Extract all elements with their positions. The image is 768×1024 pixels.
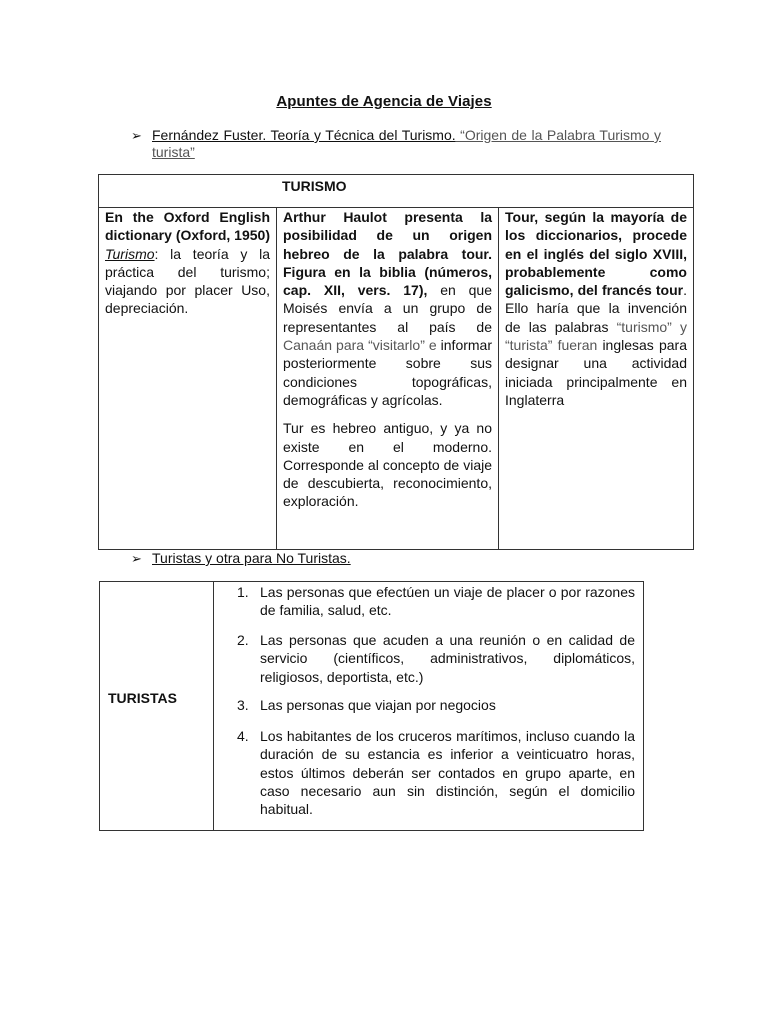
turistas-list: [214, 582, 643, 830]
turistas-label-cell: [100, 582, 214, 830]
arrow-bullet-icon: ➢: [131, 128, 142, 143]
bullet-reference-text: [152, 127, 661, 161]
reference-author-title: Fernández Fuster. Teoría y Técnica del Turismo.: [152, 127, 456, 143]
turismo-table: [98, 174, 694, 550]
tour-text-gray: “turismo” y “turista” fueran: [505, 318, 687, 354]
list-item: [214, 727, 643, 818]
oxford-term: Turismo: [105, 245, 155, 262]
bullet-reference: [131, 127, 661, 161]
bullet-turistas-text: Turistas y otra para No Turistas.: [152, 550, 351, 566]
oxford-paragraph: [105, 208, 270, 318]
list-item-text: Los habitantes de los cruceros marítimos, incluso cuando la duración de su estancia es inferior a veinticuatro horas, estos últimos deberán ser contados en grupo aparte, en caso necesario aun sin distinción, según el domicilio habitual.: [260, 728, 635, 818]
reference-chapter: “Origen de la Palabra Turismo y turista”: [152, 127, 661, 160]
haulot-text-b: informar posteriormente sobre sus condiciones topográficas, demográficas y agrícolas.: [283, 337, 493, 408]
bullet-turistas: [131, 550, 661, 567]
turismo-col-haulot: [277, 208, 499, 549]
list-item: [214, 696, 643, 714]
list-item: [214, 583, 643, 620]
document-title: Apuntes de Agencia de Viajes: [276, 93, 492, 110]
list-item-number: 2.: [237, 632, 249, 648]
turismo-col-tour: [499, 208, 693, 549]
list-item-text: Las personas que acuden a una reunión o en calidad de servicio (científicos, administrativos, diplomáticos, religiosos, deportista, etc.): [260, 632, 635, 685]
list-item-number: 4.: [237, 728, 249, 744]
turistas-table: [99, 581, 644, 831]
list-item-text: Las personas que efectúen un viaje de placer o por razones de familia, salud, etc.: [260, 584, 635, 619]
turistas-label: TURISTAS: [108, 690, 177, 706]
list-item: [214, 631, 643, 686]
arrow-bullet-icon: ➢: [131, 551, 142, 566]
turismo-col-oxford: [99, 208, 277, 549]
haulot-bold-text: Arthur Haulot presenta la posibilidad de un origen hebreo de la palabra tour. Figura en la biblia (números, cap. XII, vers. 17),: [283, 209, 492, 299]
list-item-number: 1.: [237, 584, 249, 600]
haulot-paragraph: [283, 208, 492, 409]
haulot-text-gray: Canaán para “visitarlo” e: [283, 337, 437, 354]
tour-text-b: inglesas para designar una actividad iniciada principalmente en Inglaterra: [505, 337, 687, 408]
turismo-table-header: TURISMO: [282, 178, 347, 194]
oxford-definition: : la teoría y la práctica del turismo; viajando por placer Uso, depreciación.: [105, 245, 270, 317]
haulot-text-a: en que Moisés envía a un grupo de representantes al país de: [283, 282, 492, 335]
turismo-table-header-row: [99, 175, 693, 208]
haulot-paragraph-2: Tur es hebreo antiguo, y ya no existe en el moderno. Corresponde al concepto de viaje de descubierta, reconocimiento, exploración.: [283, 420, 492, 510]
list-item-text: Las personas que viajan por negocios: [260, 697, 496, 713]
tour-text-a: . Ello haría que la invención de las palabras: [505, 282, 687, 335]
list-item-number: 3.: [237, 697, 249, 713]
tour-bold-text: Tour, según la mayoría de los diccionarios, procede en el inglés del siglo XVIII, probablemente como galicismo, del francés tour: [505, 209, 687, 299]
tour-paragraph: [505, 208, 687, 409]
oxford-bold-text: En the Oxford English dictionary (Oxford, 1950): [105, 209, 270, 244]
